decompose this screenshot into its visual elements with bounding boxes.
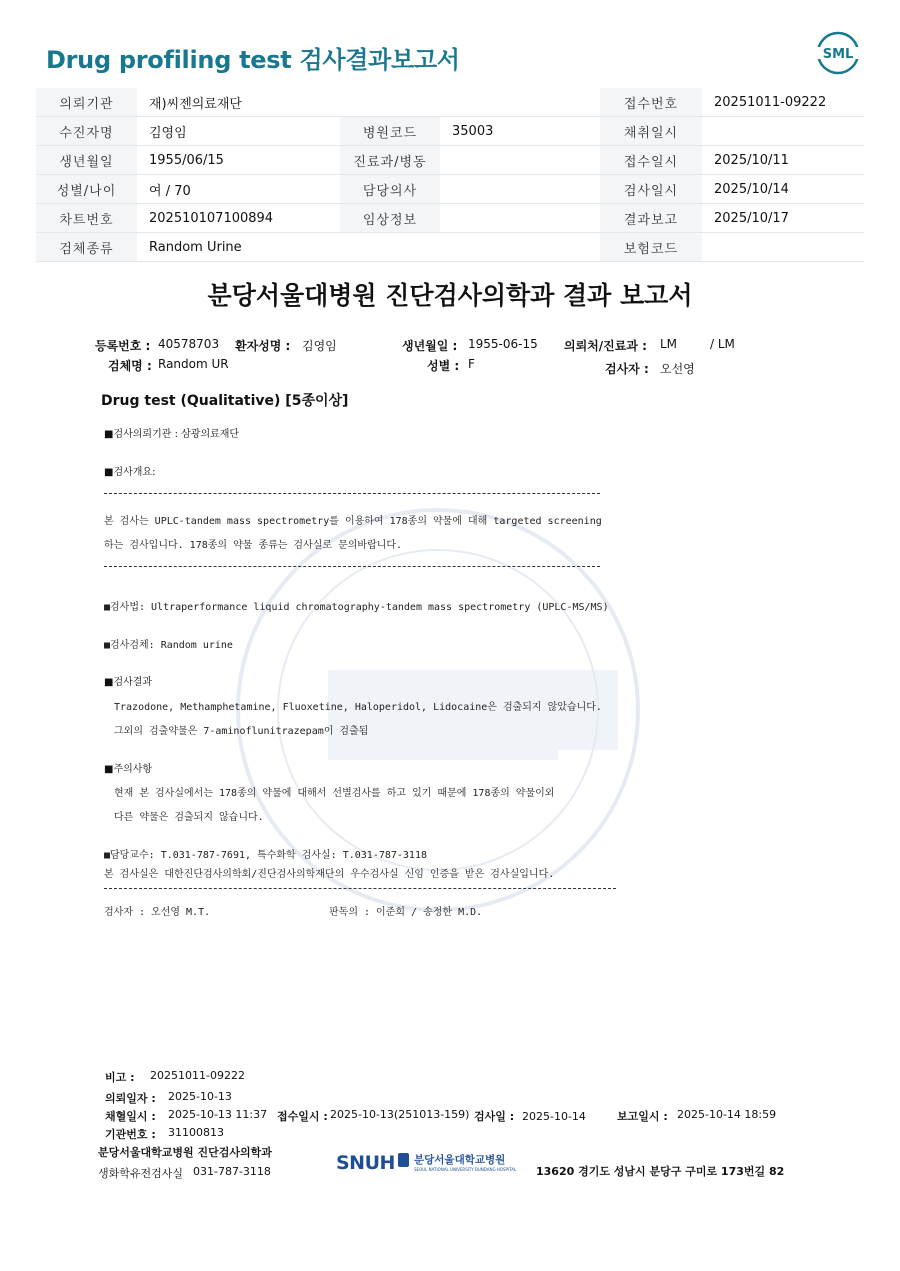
- info-label: 검체종류: [36, 233, 137, 262]
- table-row: [36, 88, 864, 117]
- info-value: [440, 204, 600, 233]
- info-value: 김영임: [137, 117, 340, 146]
- table-row: [36, 204, 864, 233]
- divider: [104, 566, 600, 567]
- info-value: 2025/10/17: [702, 204, 864, 233]
- hospital-name: 분당서울대학교병원: [414, 1154, 506, 1166]
- info-label: 임상정보: [340, 204, 440, 233]
- info-value: 1955/06/15: [137, 146, 340, 175]
- report-title: 분당서울대병원 진단검사의학과 결과 보고서: [207, 281, 693, 310]
- patient-value: 김영임: [302, 339, 337, 353]
- report-header-title: Drug profiling test 검사결과보고서: [46, 46, 460, 74]
- info-label: 병원코드: [340, 117, 440, 146]
- test-name: Drug test (Qualitative) [5종이상]: [101, 393, 349, 409]
- req-date-label: 의뢰일자 :: [105, 1092, 156, 1105]
- method-line: ■검사법: Ultraperformance liquid chromatography-tandem mass spectrometry (UPLC-MS/MS): [104, 602, 609, 613]
- sml-logo-text: SML: [822, 47, 854, 62]
- table-row: [36, 175, 864, 204]
- report-date-value: 2025-10-14 18:59: [677, 1108, 777, 1121]
- info-value: 2025/10/14: [702, 175, 864, 204]
- reader-signature: 판독의 : 이준희 / 송정한 M.D.: [329, 907, 483, 918]
- sml-logo: [816, 31, 860, 75]
- footer-address: 13620 경기도 성남시 분당구 구미로 173번길 82: [536, 1165, 785, 1178]
- specimen-value: Random UR: [158, 357, 229, 371]
- overview-line-2: 하는 검사입니다. 178종의 약물 종류는 검사실로 문의바랍니다.: [104, 540, 403, 551]
- info-label: 채취일시: [600, 117, 702, 146]
- info-value: [440, 175, 600, 204]
- collect-value: 2025-10-13 11:37: [168, 1108, 268, 1121]
- dob-label: 생년월일 :: [402, 339, 458, 353]
- agency-line: ■검사의뢰기관 : 삼광의료재단: [104, 429, 240, 440]
- examiner-label: 검사자 :: [605, 362, 649, 376]
- footer-lab: 생화학유전검사실: [98, 1167, 184, 1180]
- specimen-line: ■검사검체: Random urine: [104, 640, 233, 651]
- test-date-label: 검사일 :: [474, 1110, 515, 1123]
- note-value: 20251011-09222: [150, 1069, 245, 1082]
- patient-label: 환자성명 :: [235, 339, 291, 353]
- snuh-logo: [336, 1150, 517, 1178]
- result-line-1: Trazodone, Methamphetamine, Fluoxetine, Haloperidol, Lidocaine은 검출되지 않았습니다.: [114, 702, 602, 713]
- footer-dept: 분당서울대학교병원 진단검사의학과: [98, 1146, 272, 1159]
- reg-label: 등록번호 :: [95, 339, 151, 353]
- info-value: 20251011-09222: [702, 88, 864, 117]
- info-label: 의뢰기관: [36, 88, 137, 117]
- caution-line-1: 현재 본 검사실에서는 178종의 약물에 대해서 선별검사를 하고 있기 때문에 178종의 약물이외: [114, 788, 555, 799]
- inst-value: 31100813: [168, 1126, 224, 1139]
- dept-value-2: / LM: [710, 337, 735, 351]
- caution-heading: ■주의사항: [104, 764, 153, 775]
- info-value: 35003: [440, 117, 600, 146]
- overview-heading: ■검사개요:: [104, 467, 156, 478]
- hospital-sub: SEOUL NATIONAL UNIVERSITY BUNDANG HOSPITAL: [414, 1167, 517, 1172]
- info-label: 검사일시: [600, 175, 702, 204]
- info-label: 담당의사: [340, 175, 440, 204]
- note-label: 비고 :: [105, 1071, 135, 1084]
- inst-label: 기관번호 :: [105, 1128, 156, 1141]
- sex-value: F: [468, 357, 475, 371]
- collect-label: 채혈일시 :: [105, 1110, 156, 1123]
- footer-lab-phone: 031-787-3118: [193, 1165, 271, 1178]
- info-label: 보험코드: [600, 233, 702, 262]
- table-row: [36, 233, 864, 262]
- result-line-2: 그외의 검출약물은 7-aminoflunitrazepam이 검출됨: [114, 726, 369, 737]
- caution-line-2: 다른 약물은 검출되지 않습니다.: [114, 812, 264, 823]
- examiner-signature: 검사자 : 오선영 M.T.: [104, 907, 211, 918]
- req-date-value: 2025-10-13: [168, 1090, 232, 1103]
- specimen-label: 검체명 :: [108, 359, 152, 373]
- info-value: 재)씨젠의료재단: [137, 88, 600, 117]
- report-date-label: 보고일시 :: [617, 1110, 668, 1123]
- reg-value: 40578703: [158, 337, 220, 351]
- info-label: 성별/나이: [36, 175, 137, 204]
- test-date-value: 2025-10-14: [522, 1110, 586, 1123]
- snuh-logo-text: SNUH: [336, 1152, 395, 1174]
- info-label: 수진자명: [36, 117, 137, 146]
- info-value: [440, 146, 600, 175]
- info-value: [702, 233, 864, 262]
- snuh-emblem-icon: [398, 1153, 409, 1167]
- contact-line: ■담당교수: T.031-787-7691, 특수화학 검사실: T.031-787-3118: [104, 850, 427, 861]
- receipt-label: 접수일시 :: [277, 1110, 328, 1123]
- divider: [104, 493, 600, 494]
- info-label: 생년월일: [36, 146, 137, 175]
- cert-line: 본 검사실은 대한진단검사의학회/진단검사의학재단의 우수검사실 신임 인증을 받은 검사실입니다.: [104, 869, 555, 880]
- info-value: [702, 117, 864, 146]
- overview-line-1: 본 검사는 UPLC-tandem mass spectrometry를 이용하여 178종의 약물에 대해 targeted screening: [104, 516, 602, 527]
- info-label: 결과보고: [600, 204, 702, 233]
- info-value: Random Urine: [137, 233, 600, 262]
- info-value: 202510107100894: [137, 204, 340, 233]
- info-label: 접수일시: [600, 146, 702, 175]
- divider: [104, 888, 616, 889]
- result-heading: ■검사결과: [104, 677, 153, 688]
- table-row: [36, 146, 864, 175]
- info-value: 여 / 70: [137, 175, 340, 204]
- dept-label: 의뢰처/진료과 :: [564, 339, 647, 353]
- sex-label: 성별 :: [427, 359, 460, 373]
- examiner-value: 오선영: [660, 362, 695, 376]
- dob-value: 1955-06-15: [468, 337, 538, 351]
- receipt-value: 2025-10-13(251013-159): [330, 1108, 470, 1121]
- table-row: [36, 117, 864, 146]
- info-label: 차트번호: [36, 204, 137, 233]
- info-value: 2025/10/11: [702, 146, 864, 175]
- dept-value: LM: [660, 337, 678, 351]
- info-label: 접수번호: [600, 88, 702, 117]
- info-label: 진료과/병동: [340, 146, 440, 175]
- patient-info-table: [36, 88, 864, 262]
